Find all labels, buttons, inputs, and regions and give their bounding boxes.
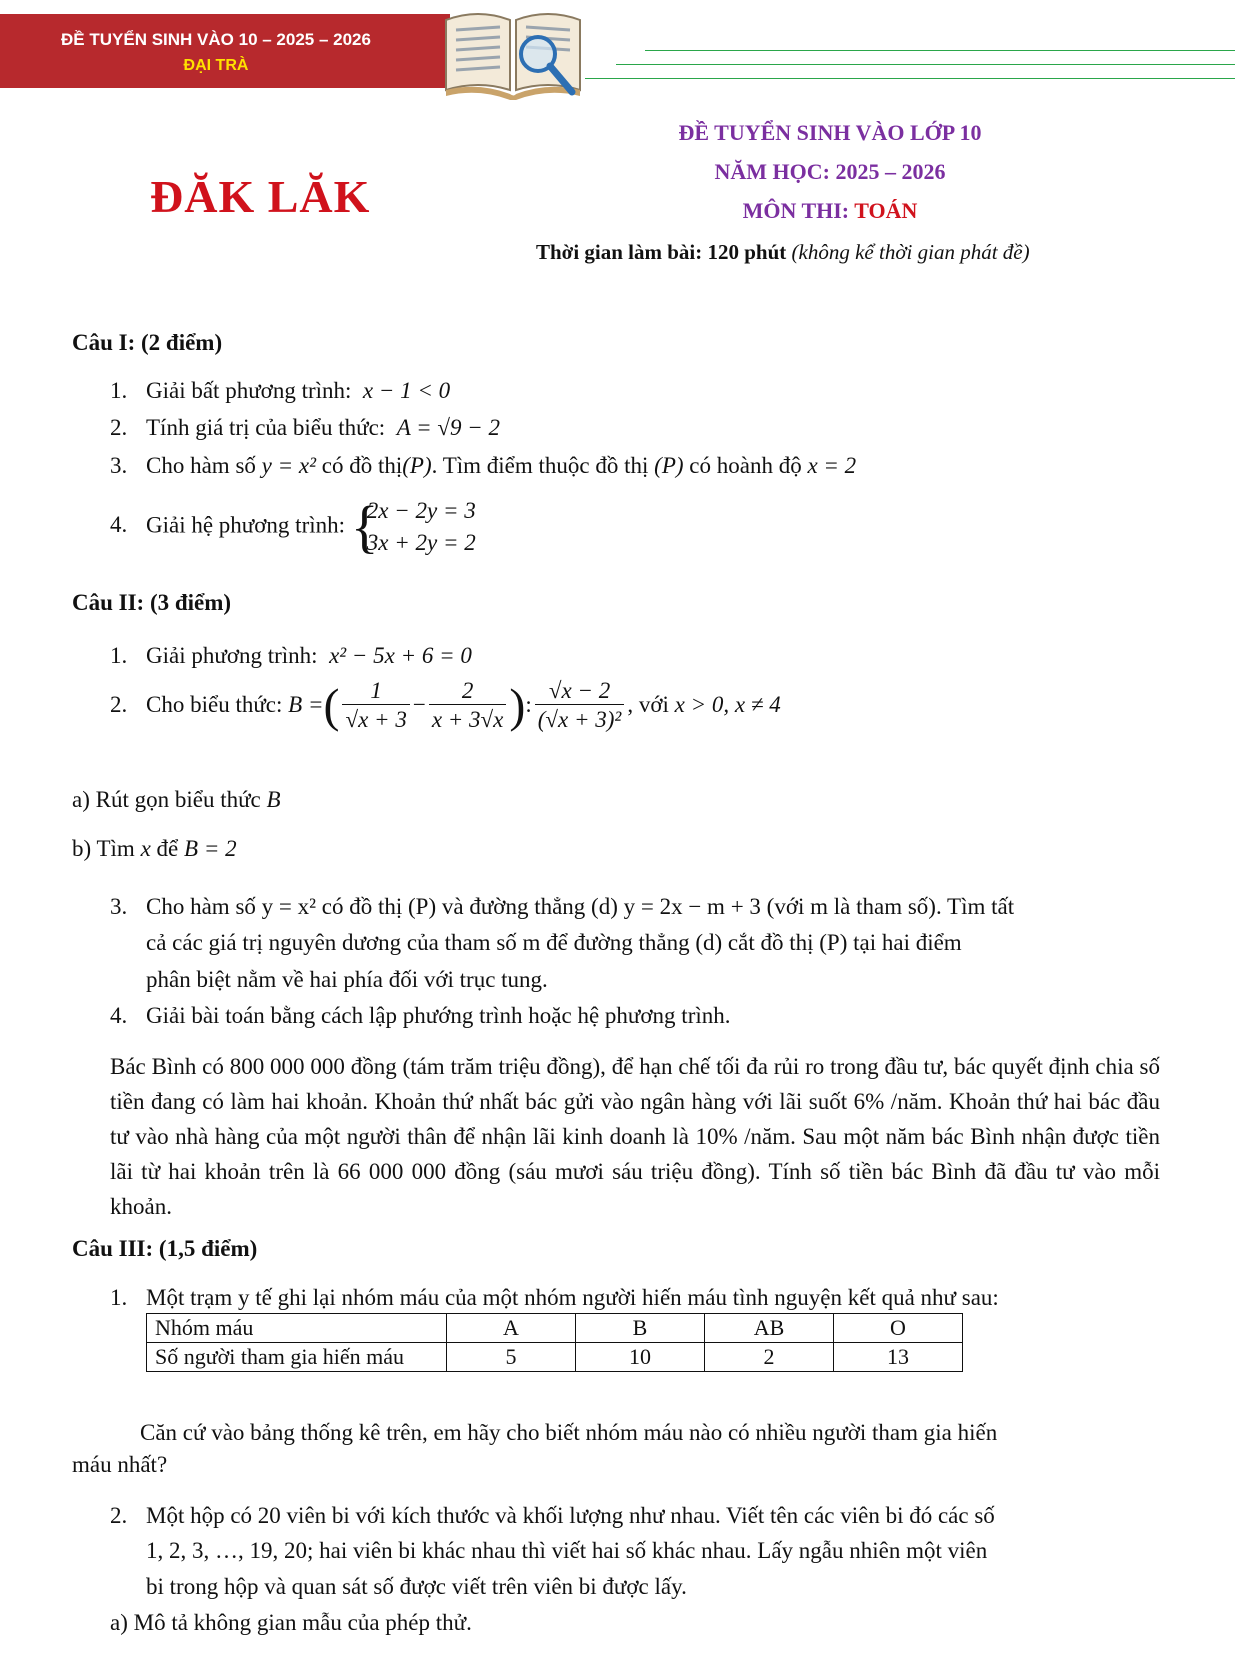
province-name: ĐĂK LĂK (150, 171, 371, 222)
fraction-1: $\frac{1}{√x + 3}$ (342, 678, 409, 735)
fraction-3: $\frac{√x - 2}{\text{(√x + 3)²}}$ (535, 678, 625, 735)
exam-title: ĐỀ TUYỂN SINH VÀO LỚP 10 (678, 120, 982, 145)
q3-item-2-line2: 1, 2, 3, …, 19, 20; hai viên bi khác nhau thì viết hai số khác nhau. Lấy ngẫu nhiên một viên (146, 1538, 988, 1563)
header-rule-1 (645, 50, 1235, 51)
q3-sub-a: a) Mô tả không gian mẫu của phép thử. (110, 1610, 472, 1635)
open-book-magnifier-icon (438, 2, 588, 102)
time-note: (không kể thời gian phát đề) (791, 240, 1030, 264)
q1-item-2: 2. Tính giá trị của biểu thức: A = √9 − 2 (110, 415, 501, 440)
header-rule-3 (585, 78, 1235, 79)
q2-title: Câu II: (3 điểm) (72, 590, 232, 615)
table-cell: 5 (447, 1343, 576, 1372)
table-header-label: Nhóm máu (147, 1314, 447, 1343)
q1-item-3: 3. Cho hàm số y = x² có đồ thị(P). Tìm điểm thuộc đồ thị (P) có hoành độ x = 2 (110, 453, 857, 478)
subject-prefix: MÔN THI: (742, 198, 855, 223)
subject-line (560, 198, 1100, 224)
table-cell: O (834, 1314, 963, 1343)
blood-group-table (146, 1313, 963, 1372)
table-cell: 13 (834, 1343, 963, 1372)
table-cell: B (576, 1314, 705, 1343)
header-rule-2 (616, 64, 1235, 65)
q1-item-1: 1. Giải bất phương trình: x − 1 < 0 (110, 378, 451, 403)
q2-item-2: 2. Cho biểu thức: B =( $\frac{1}{√x + 3}$ − $\frac{2}{x + 3√x}$ ): $\frac{√x - 2}{\text{(√x + 3)²}}$ , với x > 0, x ≠ 4 (110, 678, 781, 735)
subject: TOÁN (854, 198, 918, 223)
q2-sub-a: a) Rút gọn biểu thức B (72, 787, 281, 812)
table-cell: 10 (576, 1343, 705, 1372)
header-banner (0, 14, 450, 88)
banner-subtitle: ĐẠI TRÀ (183, 57, 249, 74)
time-label: Thời gian làm bài: 120 phút (536, 240, 787, 264)
banner-title: ĐỀ TUYỂN SINH VÀO 10 – 2025 – 2026 (61, 30, 371, 49)
q2-word-problem: Bác Bình có 800 000 000 đồng (tám trăm triệu đồng), để hạn chế tối đa rủi ro trong đầu tư, bác quyết định chia số tiền đang có làm hai khoản. Khoản thứ nhất bác gửi vào ngân hàng với lãi suốt 6% /năm. Khoản thứ hai bác đầu tư vào nhà hàng của một người thân để nhận lãi kinh doanh là 10% /năm. Sau một năm bác Bình nhận được tiền lãi từ hai khoản trên là 66 000 000 đồng (sáu mươi sáu triệu đồng). Tính số tiền bác Bình đã đầu tư vào mỗi khoản. (110, 1054, 1160, 1219)
q2-item-3-line1: 3. Cho hàm số y = x² có đồ thị (P) và đường thẳng (d) y = 2x − m + 3 (với m là tham số). Tìm tất (110, 894, 1015, 919)
q2-item-3-line3: phân biệt nằm về hai phía đối với trục tung. (146, 967, 548, 992)
q3-after-table: Căn cứ vào bảng thống kê trên, em hãy cho biết nhóm máu nào có nhiều người tham gia hiến (140, 1420, 998, 1445)
q2-item-4: 4. Giải bài toán bằng cách lập phướng trình hoặc hệ phương trình. (110, 1003, 731, 1028)
equation-system: { 2x − 2y = 3 3x + 2y = 2 (350, 494, 476, 559)
q3-item-1: 1. Một trạm y tế ghi lại nhóm máu của một nhóm người hiến máu tình nguyện kết quả như sau: (110, 1285, 999, 1310)
school-year: NĂM HỌC: 2025 – 2026 (714, 159, 946, 184)
q3-item-2-line3: bi trong hộp và quan sát số được viết trên viên bi được lấy. (146, 1574, 687, 1599)
q1-item-4: 4. Giải hệ phương trình: { 2x − 2y = 3 3x + 2y = 2 (110, 494, 476, 559)
table-row (147, 1314, 963, 1343)
q3-after-table-2: máu nhất? (72, 1452, 168, 1477)
table-cell: A (447, 1314, 576, 1343)
q3-title: Câu III: (1,5 điểm) (72, 1236, 258, 1261)
table-row (147, 1343, 963, 1372)
table-row-label: Số người tham gia hiến máu (147, 1343, 447, 1372)
time-line (536, 240, 1030, 265)
q2-sub-b: b) Tìm x để B = 2 (72, 836, 237, 861)
table-cell: AB (705, 1314, 834, 1343)
q1-title: Câu I: (2 điểm) (72, 330, 223, 355)
table-cell: 2 (705, 1343, 834, 1372)
q3-item-2-line1: 2. Một hộp có 20 viên bi với kích thước và khối lượng như nhau. Viết tên các viên bi đó các số (110, 1503, 995, 1528)
fraction-2: $\frac{2}{x + 3√x}$ (429, 678, 507, 735)
q2-item-1: 1. Giải phương trình: x² − 5x + 6 = 0 (110, 643, 472, 668)
q2-item-3-line2: cả các giá trị nguyên dương của tham số m để đường thẳng (d) cắt đồ thị (P) tại hai điểm (146, 930, 962, 955)
